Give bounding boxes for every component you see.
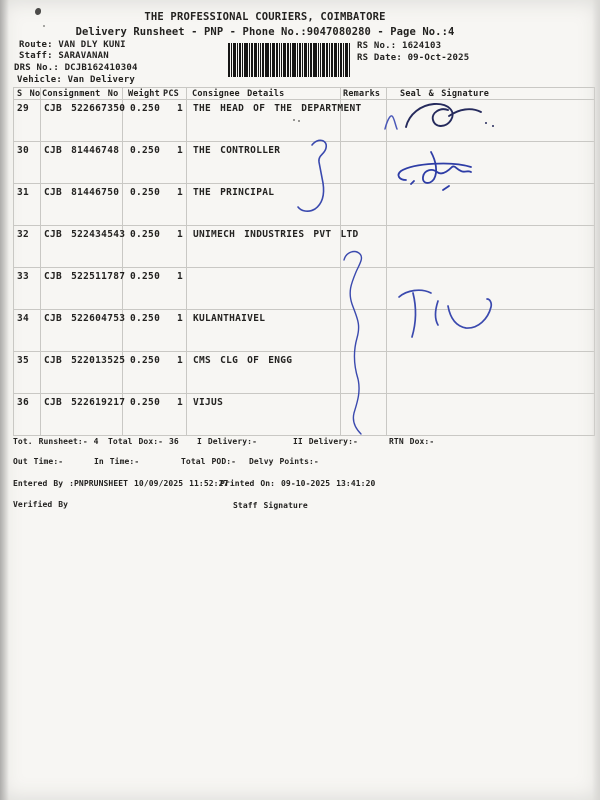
- col-header-consignee: Consignee Details: [192, 89, 285, 99]
- cell-sno: 34: [17, 313, 30, 324]
- summary-tot-runsheet: Tot. Runsheet:- 4: [13, 437, 99, 446]
- table-row: [13, 351, 595, 393]
- table-border: [13, 435, 595, 436]
- col-header-seal: Seal & Signature: [400, 89, 490, 99]
- entered-by-line: Entered By :PNPRUNSHEET 10/09/2025 11:52:27: [13, 479, 229, 488]
- summary-out-time: Out Time:-: [13, 457, 64, 466]
- table-row: [13, 183, 595, 225]
- col-header-consignment: Consignment No: [42, 89, 119, 99]
- page-title: THE PROFESSIONAL COURIERS, COIMBATORE: [144, 11, 386, 23]
- cell-pcs: 1: [177, 397, 184, 408]
- cell-consignee: THE PRINCIPAL: [193, 187, 275, 198]
- cell-consignment: CJB 522667350: [44, 103, 126, 114]
- cell-weight: 0.250: [130, 271, 161, 282]
- cell-weight: 0.250: [130, 145, 161, 156]
- page-subtitle: Delivery Runsheet - PNP - Phone No.:9047080280 - Page No.:4: [75, 26, 455, 38]
- table-row: [13, 225, 595, 267]
- barcode: [228, 43, 350, 77]
- cell-weight: 0.250: [130, 187, 161, 198]
- table-row: [13, 267, 595, 309]
- table-row: [13, 393, 595, 435]
- cell-sno: 30: [17, 145, 30, 156]
- table-row: [13, 309, 595, 351]
- col-header-remarks: Remarks: [343, 89, 381, 99]
- cell-pcs: 1: [177, 355, 184, 366]
- cell-consignee: UNIMECH INDUSTRIES PVT LTD: [193, 229, 359, 240]
- cell-pcs: 1: [177, 229, 184, 240]
- summary-total-dox-label: Total Dox:-: [108, 437, 164, 446]
- cell-sno: 32: [17, 229, 30, 240]
- rs-date-line: RS Date: 09-Oct-2025: [357, 53, 470, 63]
- table-row: [13, 141, 595, 183]
- staff-line: Staff: SARAVANAN: [19, 51, 109, 61]
- cell-consignment: CJB 81446750: [44, 187, 120, 198]
- cell-sno: 36: [17, 397, 30, 408]
- summary-total-dox-value: 36: [169, 437, 179, 446]
- cell-consignment: CJB 522619217: [44, 397, 126, 408]
- cell-sno: 29: [17, 103, 30, 114]
- col-header-sno: S No: [17, 89, 41, 99]
- summary-ii-delivery: II Delivery:-: [293, 437, 358, 446]
- summary-rtn-dox: RTN Dox:-: [389, 437, 435, 446]
- summary-i-delivery: I Delivery:-: [197, 437, 257, 446]
- cell-pcs: 1: [177, 145, 184, 156]
- cell-consignee: KULANTHAIVEL: [193, 313, 266, 324]
- verified-by-label: Verified By: [13, 500, 69, 509]
- cell-consignment: CJB 522013525: [44, 355, 126, 366]
- consignment-table: [13, 87, 595, 435]
- cell-pcs: 1: [177, 187, 184, 198]
- cell-weight: 0.250: [130, 313, 161, 324]
- table-row: [13, 99, 595, 141]
- cell-consignment: CJB 522511787: [44, 271, 126, 282]
- cell-weight: 0.250: [130, 355, 161, 366]
- cell-consignee: THE CONTROLLER: [193, 145, 281, 156]
- cell-pcs: 1: [177, 271, 184, 282]
- summary-delvy-points: Delvy Points:-: [249, 457, 319, 466]
- cell-pcs: 1: [177, 313, 184, 324]
- drs-no-line: DRS No.: DCJB162410304: [14, 63, 138, 73]
- table-border: [13, 87, 595, 88]
- cell-consignment: CJB 522434543: [44, 229, 126, 240]
- rs-no-line: RS No.: 1624103: [357, 41, 442, 51]
- cell-pcs: 1: [177, 103, 184, 114]
- printed-on-line: Printed On: 09-10-2025 13:41:20: [220, 479, 376, 488]
- summary-total-pod: Total POD:-: [181, 457, 237, 466]
- cell-consignment: CJB 522604753: [44, 313, 126, 324]
- cell-consignee: THE HEAD OF THE DEPARTMENT: [193, 103, 362, 114]
- cell-consignee: VIJUS: [193, 397, 224, 408]
- col-header-weight: Weight: [128, 89, 160, 99]
- route-line: Route: VAN DLY KUNI: [19, 40, 126, 50]
- cell-weight: 0.250: [130, 103, 161, 114]
- vehicle-line: Vehicle: Van Delivery: [17, 75, 135, 85]
- staff-signature-label: Staff Signature: [233, 501, 308, 510]
- cell-sno: 35: [17, 355, 30, 366]
- summary-in-time: In Time:-: [94, 457, 140, 466]
- cell-sno: 31: [17, 187, 30, 198]
- cell-weight: 0.250: [130, 229, 161, 240]
- cell-consignment: CJB 81446748: [44, 145, 120, 156]
- cell-consignee: CMS CLG OF ENGG: [193, 355, 293, 366]
- cell-weight: 0.250: [130, 397, 161, 408]
- col-header-pcs: PCS: [163, 89, 179, 99]
- cell-sno: 33: [17, 271, 30, 282]
